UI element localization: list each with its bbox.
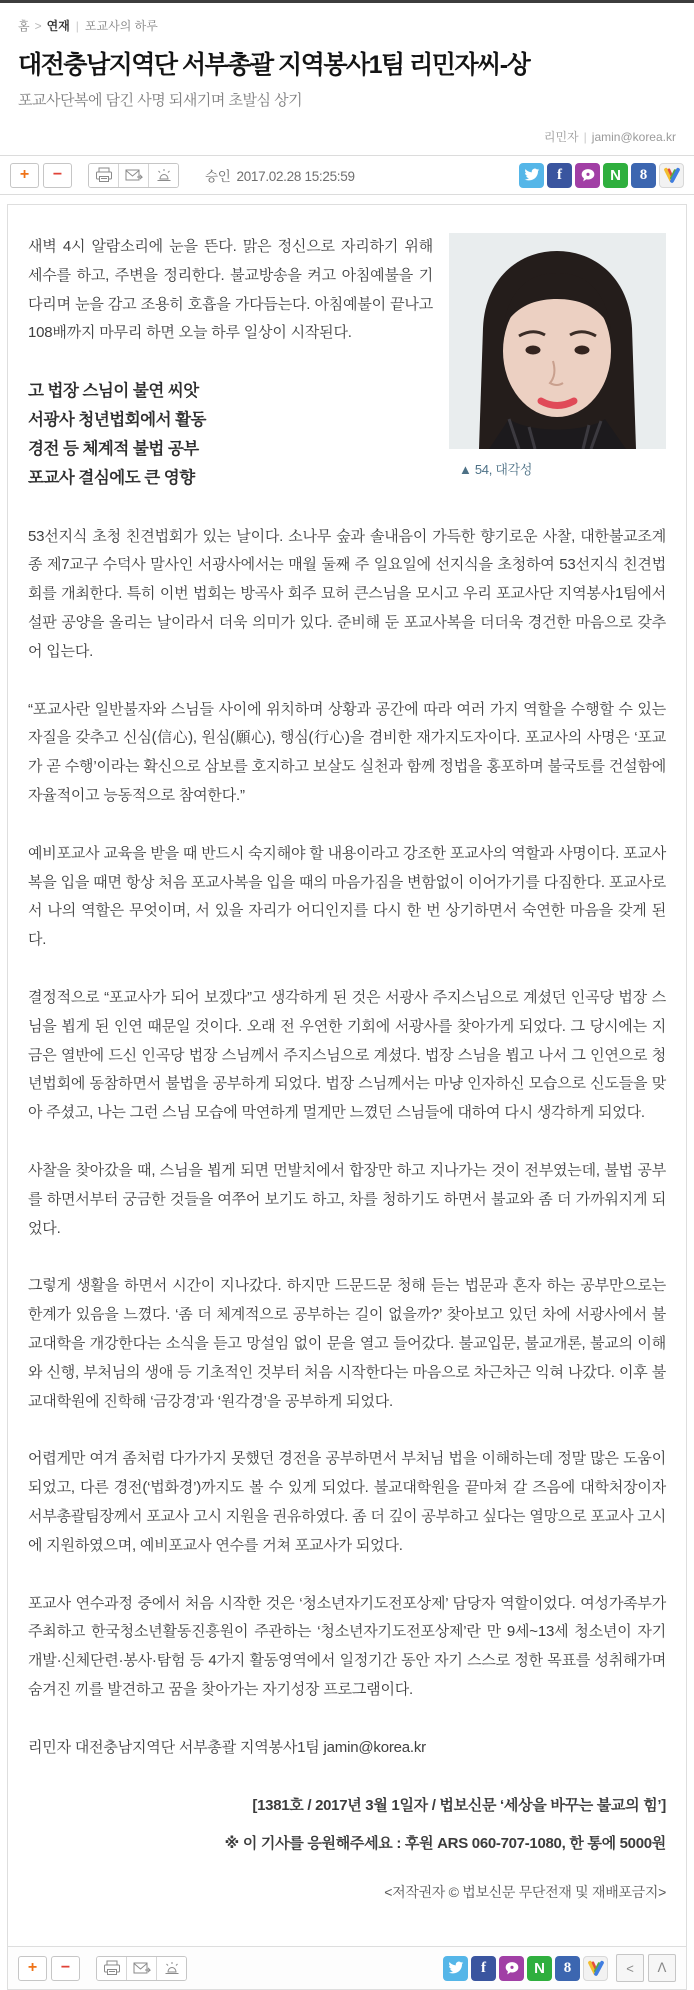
article-paragraph: “포교사란 일반불자와 스님들 사이에 위치하며 상황과 공간에 따라 여러 가지 역할을 수행할 수 있는 자질을 갖추고 신심(信心), 원심(願心), 행심(行心)을 겸비한 재가지도자이다. 포교사의 사명은 ‘포교가 곧 수행’이라는 확신으로 삼보를 호지하고 보살도 실천과 함께 정법을 홍포하며 불국토를 건설함에 자율적이고 능동적으로 참여한다.”	[28, 700, 666, 805]
social-share-bar-bottom	[443, 1956, 608, 1981]
font-size-decrease-button[interactable]: −	[43, 163, 72, 188]
print-button[interactable]	[97, 1957, 126, 1980]
footer-issue-line: [1381호 / 2017년 3월 1일자 / 법보신문 ‘세상을 바꾸는 불교의 힘’]	[252, 1796, 666, 1814]
article-paragraph: 그렇게 생활을 하면서 시간이 지나갔다. 하지만 드문드문 청해 듣는 법문과 혼자 하는 공부만으로는 한계가 있음을 느꼈다. ‘좀 더 체계적으로 공부하는 길이 없을까?’ 찾아보고 있던 차에 서광사에서 불교대학을 개강한다는 소식을 듣고 망설임 없이 문을 열고 들어갔다. 불교입문, 불교개론, 불교의 이해와 신행, 부처님의 생애 등 기초적인 것부터 처음 시작한다는 마음으로 차근차근 익혀 나갔다. 이후 불교대학원에 진학해 ‘금강경’과 ‘원각경’을 공부하게 되었다.	[28, 1277, 666, 1410]
printer-icon	[95, 167, 113, 183]
page-title: 대전충남지역단 서부총괄 지역봉사1팀 리민자씨-상	[18, 51, 530, 79]
author-email: jamin@korea.kr	[591, 130, 676, 144]
colorful-v-icon	[587, 1960, 605, 1976]
footer-support-line: ※ 이 기사를 응원해주세요 : 후원 ARS 060-707-1080, 한 통에 5000원	[224, 1835, 666, 1853]
font-size-decrease-button[interactable]: −	[51, 1956, 80, 1981]
band-share-icon[interactable]	[659, 163, 684, 188]
twitter-bird-icon	[524, 168, 540, 182]
article-action-group	[96, 1956, 187, 1981]
approved-label: 승인	[205, 169, 231, 184]
author-line	[18, 128, 676, 155]
article-byline: 리민자 대전충남지역단 서부총괄 지역봉사1팀 jamin@korea.kr	[28, 1738, 426, 1756]
print-button[interactable]	[89, 164, 118, 187]
article-paragraph: 결정적으로 “포교사가 되어 보겠다”고 생각하게 된 것은 서광사 주지스님으로 계셨던 인곡당 법장 스님을 뵙게 된 인연 때문일 것이다. 오래 전 우연한 기회에 서광사를 찾아가게 되었다. 그 당시에는 지금은 열반에 드신 인곡당 법장 스님께서 주지스님으로 계셨다. 법장 스님을 뵙고 나서 그 인연으로 청년법회에 동참하면서 불법을 공부하게 되었다. 법장 스님께서는 마냥 인자하신 모습으로 신도들을 맞아 주셨고, 나는 그런 스님 모습에 막연하게 멀게만 느꼈던 스님들에 대하여 다시 생각하게 되었다.	[28, 989, 666, 1122]
intro-line: 포교사 결심에도 큰 영향	[28, 468, 195, 487]
portrait-photo	[449, 233, 666, 449]
breadcrumb-section-link[interactable]: 연재	[46, 19, 70, 33]
article-subtitle: 포교사단복에 담긴 사명 되새기며 초발심 상기	[18, 92, 303, 109]
email-button[interactable]	[118, 164, 148, 187]
googleplus-share-icon[interactable]: 8	[631, 163, 656, 188]
article-container	[7, 204, 687, 1990]
kakaostory-share-icon[interactable]	[575, 163, 600, 188]
page-nav-buttons	[616, 1954, 676, 1982]
speech-bubble-icon	[504, 1961, 520, 1976]
article-body	[8, 205, 686, 1946]
article-paragraph: 사찰을 찾아갔을 때, 스님을 뵙게 되면 먼발치에서 합장만 하고 지나가는 것이 전부였는데, 불법 공부를 하면서부터 궁금한 것들을 여쭈어 보기도 하고, 차를 청하기도 하면서 불교와 좀 더 가까워지게 되었다.	[28, 1162, 666, 1237]
email-button[interactable]	[126, 1957, 156, 1980]
naver-share-icon[interactable]: N	[603, 163, 628, 188]
twitter-share-icon[interactable]	[443, 1956, 468, 1981]
siren-icon	[155, 167, 173, 183]
font-size-increase-button[interactable]: +	[18, 1956, 47, 1981]
twitter-bird-icon	[448, 1961, 464, 1975]
article-toolbar-bottom	[8, 1946, 686, 1989]
photo-caption: ▲ 54, 대각성	[459, 462, 533, 477]
twitter-share-icon[interactable]	[519, 163, 544, 188]
siren-icon	[163, 1960, 181, 1976]
article-header	[0, 3, 694, 155]
author-name: 리민자	[543, 130, 579, 144]
font-size-increase-button[interactable]: +	[10, 163, 39, 188]
googleplus-share-icon[interactable]: 8	[555, 1956, 580, 1981]
article-paragraph: 예비포교사 교육을 받을 때 반드시 숙지해야 할 내용이라고 강조한 포교사의 역할과 사명이다. 포교사복을 입을 때면 항상 처음 포교사복을 입을 때의 마음가짐을 변함없이 이어가기를 다짐한다. 포교사로서 나의 역할은 무엇이며, 서 있을 자리가 어디인지를 다시 한 번 상기하면서 숙연한 마음을 갖게 된다.	[28, 844, 666, 949]
speech-bubble-icon	[580, 168, 596, 183]
article-figure	[449, 233, 666, 483]
footer-copyright: <저작권자 © 법보신문 무단전재 및 재배포금지>	[384, 1884, 666, 1901]
article-action-group	[88, 163, 179, 188]
back-button[interactable]: <	[616, 1954, 644, 1982]
email-icon	[133, 1961, 151, 1976]
article-paragraph: 어렵게만 여겨 좀처럼 다가가지 못했던 경전을 공부하면서 부처님 법을 이해하는데 정말 많은 도움이 되었고, 다른 경전(‘법화경’)까지도 볼 수 있게 되었다. 불교대학원을 끝마쳐 갈 즈음에 대학처장이자 서부총괄팀장께서 포교사 고시 지원을 권유하였다. 좀 더 깊이 공부하고 싶다는 열망으로 포교사 고시에 지원하였으며, 예비포교사 연수를 거쳐 포교사가 되었다.	[28, 1450, 666, 1554]
colorful-v-icon	[663, 167, 681, 183]
breadcrumb	[18, 11, 676, 50]
scroll-top-button[interactable]: ᐱ	[648, 1954, 676, 1982]
article-paragraph: 새벽 4시 알람소리에 눈을 뜬다. 맑은 정신으로 자리하기 위해 세수를 하고, 주변을 정리한다. 불교방송을 켜고 아침예불을 기다리며 눈을 감고 조용히 호흡을 가다듬는다. 아침예불이 끝나고 108배까지 마무리 하면 오늘 하루 일상이 시작된다.	[28, 238, 433, 342]
intro-line: 서광사 청년법회에서 활동	[28, 411, 206, 430]
social-share-bar-top	[519, 163, 684, 188]
publish-datetime	[205, 165, 355, 185]
band-share-icon[interactable]	[583, 1956, 608, 1981]
email-icon	[125, 168, 143, 183]
naver-share-icon[interactable]: N	[527, 1956, 552, 1981]
report-button[interactable]	[156, 1957, 186, 1980]
printer-icon	[103, 1960, 121, 1976]
report-button[interactable]	[148, 164, 178, 187]
intro-line: 경전 등 체계적 불법 공부	[28, 439, 199, 458]
approved-datetime: 2017.02.28 15:25:59	[236, 169, 355, 184]
article-toolbar-top	[0, 155, 694, 195]
kakaostory-share-icon[interactable]	[499, 1956, 524, 1981]
article-paragraph: 53선지식 초청 친견법회가 있는 날이다. 소나무 숲과 솔내음이 가득한 향기로운 사찰, 대한불교조계종 제7교구 수덕사 말사인 서광사에서는 매월 둘째 주 일요일에 선지식을 초청하여 53선지식 친견법회를 개최한다. 특히 이번 법회는 방곡사 회주 묘허 큰스님을 모시고 우리 포교사단 지역봉사1팀에서 설판 공양을 올리는 날이라서 더욱 의미가 있다. 준비해 둔 포교사복을 더더욱 경건한 마음으로 갖추어 입는다.	[28, 527, 666, 660]
breadcrumb-home-link[interactable]: 홈	[18, 19, 30, 33]
breadcrumb-series-link[interactable]: 포교사의 하루	[84, 19, 158, 33]
facebook-share-icon[interactable]: f	[471, 1956, 496, 1981]
intro-line: 고 법장 스님이 불연 씨앗	[28, 382, 199, 401]
breadcrumb-divider: |	[75, 19, 79, 33]
breadcrumb-arrow: >	[34, 19, 42, 33]
facebook-share-icon[interactable]: f	[547, 163, 572, 188]
article-paragraph: 포교사 연수과정 중에서 처음 시작한 것은 ‘청소년자기도전포상제’ 담당자 역할이었다. 여성가족부가 주최하고 한국청소년활동진흥원이 주관하는 ‘청소년자기도전포상제’란 만 9세~13세 청소년이 자기개발·신체단련·봉사·탐험 등 4가지 활동영역에서 일정기간 동안 자기 스스로 정한 목표를 성취해가며 숨겨진 끼를 발견하고 꿈을 찾아가는 자기성장 프로그램이다.	[28, 1594, 666, 1698]
author-separator: |	[583, 130, 587, 144]
